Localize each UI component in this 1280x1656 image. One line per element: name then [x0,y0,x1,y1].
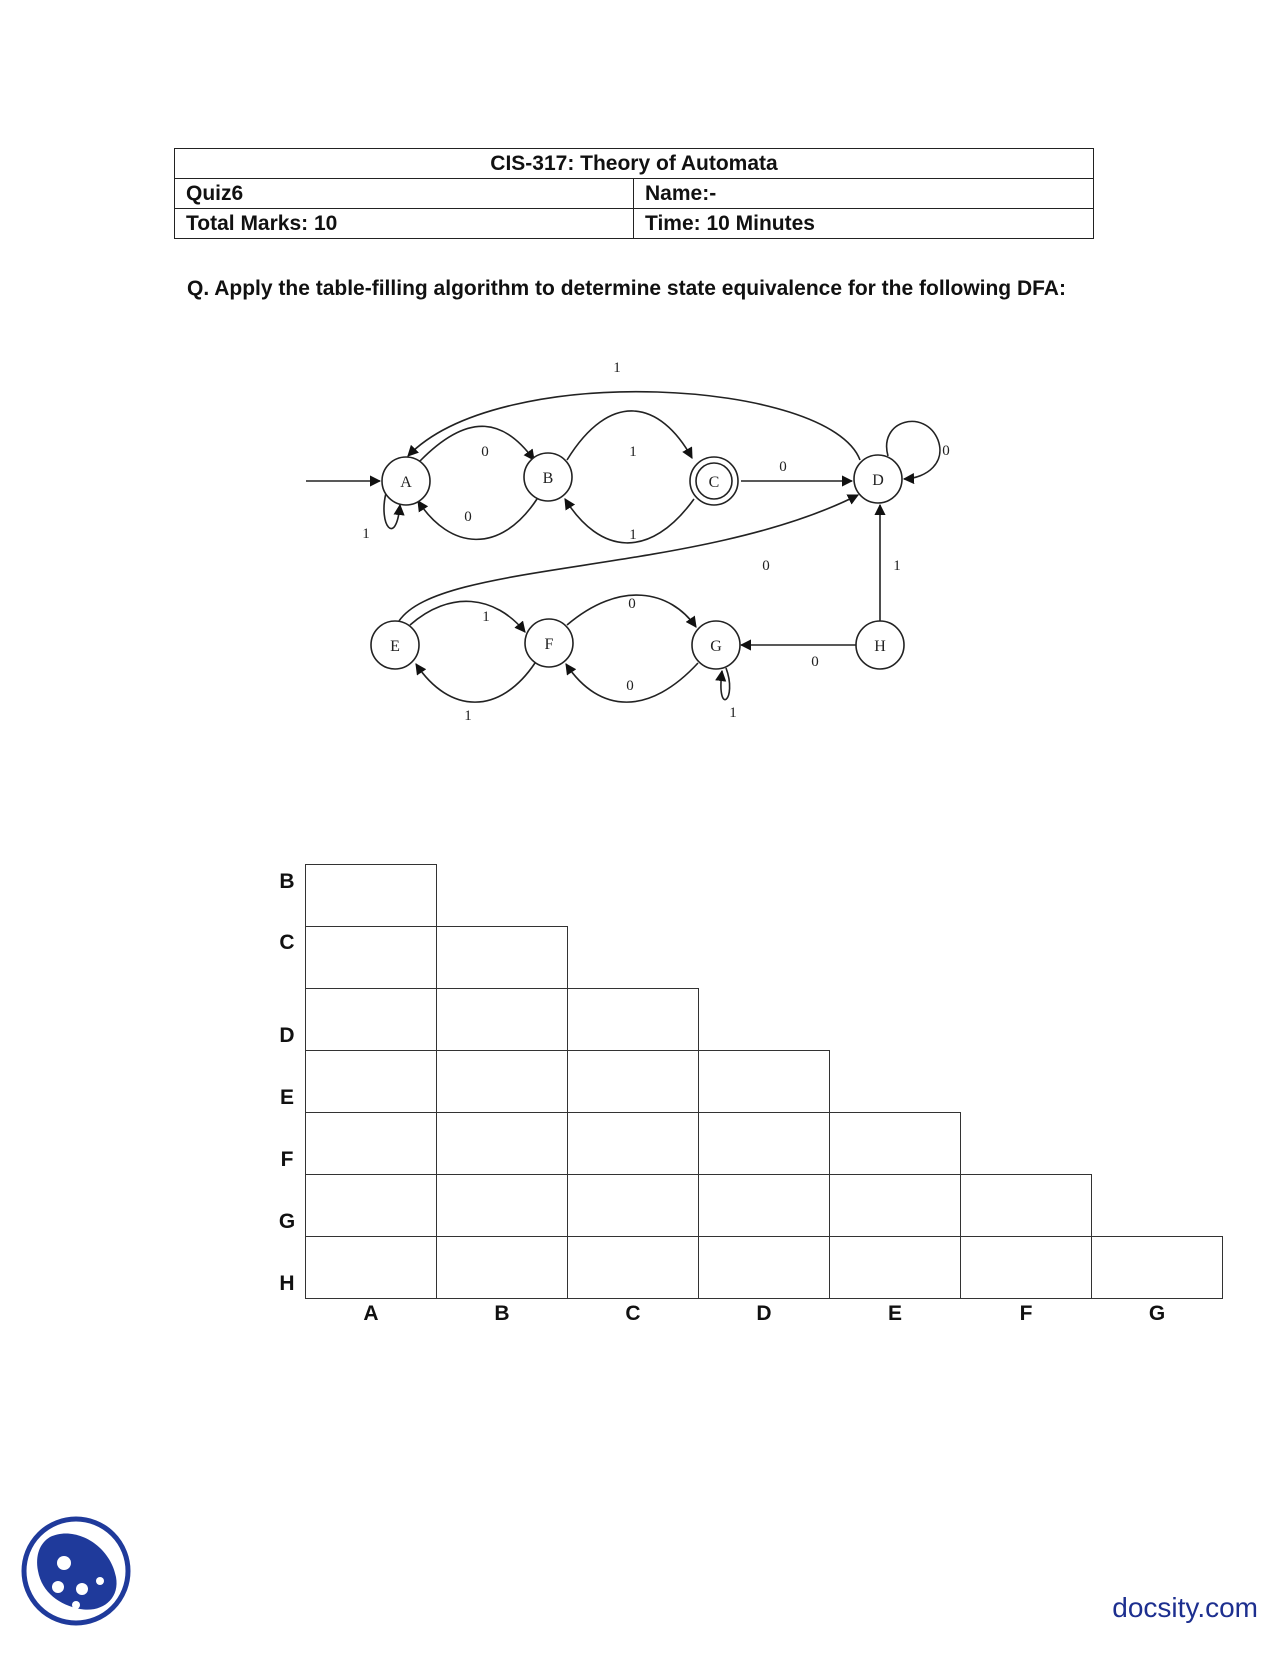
table-cell-h-e[interactable] [829,1236,961,1299]
course-title: CIS-317: Theory of Automata [175,149,1094,179]
transition-label-c-b: 1 [629,527,637,543]
row-label-h: H [279,1272,295,1295]
table-cell-e-c[interactable] [567,1050,699,1113]
table-cell-f-e[interactable] [829,1112,961,1175]
state-label-h: H [874,638,886,655]
table-cell-g-e[interactable] [829,1174,961,1237]
docsity-logo-icon [20,1515,132,1627]
table-cell-f-a[interactable] [305,1112,437,1175]
transition-g-g [721,668,730,700]
row-label-f: F [280,1148,294,1171]
table-cell-d-c[interactable] [567,988,699,1051]
question-text: Q. Apply the table-filling algorithm to determine state equivalence for the following DFA: [187,277,1066,300]
table-cell-d-b[interactable] [436,988,568,1051]
col-label-e: E [887,1302,902,1325]
transition-label-a-b: 0 [481,444,489,460]
table-cell-c-b[interactable] [436,926,568,989]
table-cell-e-a[interactable] [305,1050,437,1113]
name-field-label: Name:- [634,179,1094,209]
col-label-g: G [1148,1302,1166,1325]
dfa-diagram [0,0,1280,760]
state-label-f: F [544,636,554,653]
col-label-a: A [363,1302,379,1325]
state-label-b: B [542,470,554,487]
table-cell-c-a[interactable] [305,926,437,989]
row-label-e: E [279,1086,294,1109]
transition-label-d-d: 0 [942,443,950,459]
total-marks: Total Marks: 10 [175,209,634,239]
transition-label-c-d: 0 [779,459,787,475]
table-cell-h-c[interactable] [567,1236,699,1299]
state-label-d: D [872,472,884,489]
transition-label-g-f: 0 [626,678,634,694]
transition-label-f-e: 1 [464,708,472,724]
transition-label-a-a: 1 [362,526,370,542]
quiz-number: Quiz6 [175,179,634,209]
table-cell-f-d[interactable] [698,1112,830,1175]
transition-label-e-f: 1 [482,609,490,625]
transition-label-h-d: 1 [893,558,901,574]
table-cell-g-c[interactable] [567,1174,699,1237]
table-cell-g-f[interactable] [960,1174,1092,1237]
transition-label-b-c: 1 [629,444,637,460]
table-cell-g-a[interactable] [305,1174,437,1237]
col-label-d: D [756,1302,772,1325]
transition-label-d-a: 1 [613,360,621,376]
table-cell-h-f[interactable] [960,1236,1092,1299]
state-label-e: E [390,638,400,655]
row-label-b: B [279,870,295,893]
row-label-g: G [278,1210,296,1233]
docsity-brand-text: docsity.com [1112,1592,1258,1623]
transition-label-e-d: 0 [762,558,770,574]
table-cell-b-a[interactable] [305,864,437,927]
state-label-c: C [708,474,720,491]
table-cell-h-a[interactable] [305,1236,437,1299]
row-label-d: D [279,1024,295,1047]
col-label-b: B [494,1302,510,1325]
state-label-a: A [400,474,412,491]
transition-label-b-a: 0 [464,509,472,525]
table-cell-e-b[interactable] [436,1050,568,1113]
table-cell-f-b[interactable] [436,1112,568,1175]
table-cell-e-d[interactable] [698,1050,830,1113]
table-cell-d-a[interactable] [305,988,437,1051]
table-cell-g-d[interactable] [698,1174,830,1237]
transition-label-f-g: 0 [628,596,636,612]
transition-label-g-g: 1 [729,705,737,721]
state-label-g: G [710,638,722,655]
table-cell-h-b[interactable] [436,1236,568,1299]
table-cell-g-b[interactable] [436,1174,568,1237]
table-cell-f-c[interactable] [567,1112,699,1175]
table-cell-h-g[interactable] [1091,1236,1223,1299]
time-limit: Time: 10 Minutes [634,209,1094,239]
transition-label-h-g: 0 [811,654,819,670]
row-label-c: C [279,931,295,954]
table-cell-h-d[interactable] [698,1236,830,1299]
transition-b-a [418,499,537,539]
transition-e-f [410,601,525,632]
col-label-f: F [1019,1302,1033,1325]
col-label-c: C [625,1302,641,1325]
transition-f-e [416,663,535,702]
transition-a-b [420,426,534,461]
